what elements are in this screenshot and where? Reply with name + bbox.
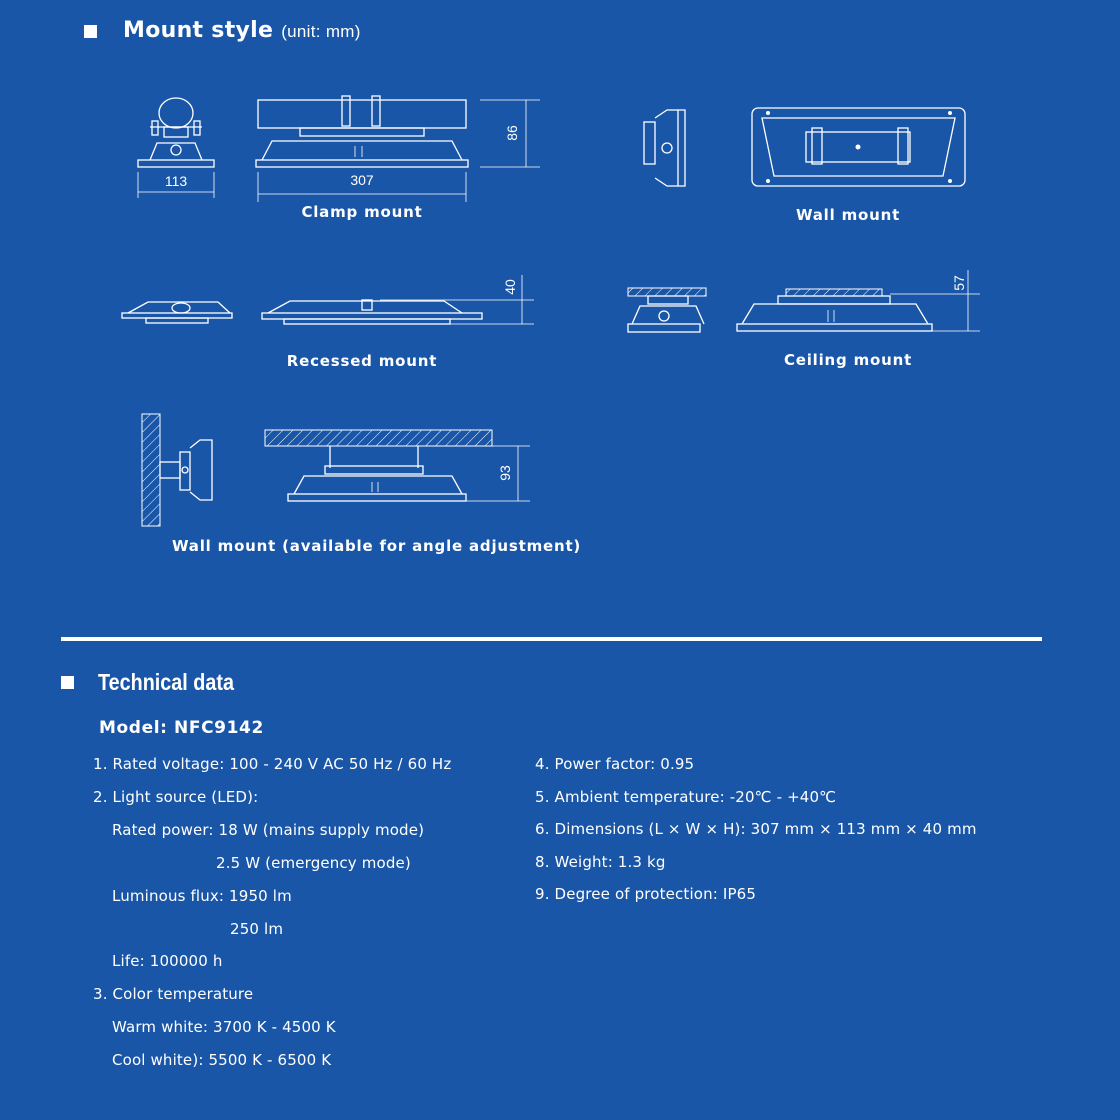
spec-cool-white: Cool white): 5500 K - 6500 K xyxy=(112,1051,332,1069)
spec-ambient-temperature: 5. Ambient temperature: -20℃ - +40℃ xyxy=(535,788,837,806)
recessed-height-dim: 40 xyxy=(502,279,518,295)
section-divider xyxy=(61,637,1042,641)
spec-degree-of-protection: 9. Degree of protection: IP65 xyxy=(535,885,757,903)
caption-clamp-mount: Clamp mount xyxy=(301,203,423,221)
spec-light-source: 2. Light source (LED): xyxy=(93,788,259,806)
ceiling-mount-side-drawing xyxy=(628,288,706,332)
clamp-width-dim: 113 xyxy=(164,173,188,189)
ceiling-mount-front-drawing xyxy=(737,270,980,331)
wall-angle-height-dim: 93 xyxy=(497,465,513,481)
spec-weight: 8. Weight: 1.3 kg xyxy=(535,853,666,871)
spec-warm-white: Warm white: 3700 K - 4500 K xyxy=(112,1018,336,1036)
spec-rated-voltage: 1. Rated voltage: 100 - 240 V AC 50 Hz / 60 Hz xyxy=(93,755,452,773)
mount-title-text: Mount style xyxy=(123,18,274,43)
spec-rated-power: Rated power: 18 W (mains supply mode) xyxy=(112,821,425,839)
mount-unit-note: (unit: mm) xyxy=(281,22,361,41)
spec-color-temperature: 3. Color temperature xyxy=(93,985,254,1003)
spec-power-factor: 4. Power factor: 0.95 xyxy=(535,755,695,773)
clamp-mount-front-drawing xyxy=(256,96,540,202)
recessed-mount-drawing xyxy=(122,275,534,324)
model-number: Model: NFC9142 xyxy=(99,718,264,738)
tech-section-bullet xyxy=(61,676,74,689)
ceiling-height-dim: 57 xyxy=(951,275,967,291)
wall-mount-side-drawing xyxy=(644,110,685,186)
spec-luminous-flux-emergency: 250 lm xyxy=(230,920,284,938)
spec-dimensions: 6. Dimensions (L × W × H): 307 mm × 113 mm × 40 mm xyxy=(535,820,977,838)
clamp-length-dim: 307 xyxy=(350,172,374,188)
spec-life: Life: 100000 h xyxy=(112,952,223,970)
caption-wall-mount: Wall mount xyxy=(795,206,901,224)
clamp-height-dim: 86 xyxy=(504,125,520,141)
caption-ceiling-mount: Ceiling mount xyxy=(783,351,913,369)
caption-wall-mount-angle: Wall mount (available for angle adjustment) xyxy=(172,537,582,555)
caption-recessed-mount: Recessed mount xyxy=(286,352,438,370)
tech-section-title: Technical data xyxy=(98,669,234,695)
wall-mount-top-drawing xyxy=(752,108,965,186)
wall-angle-side-drawing xyxy=(142,414,212,526)
wall-angle-front-drawing xyxy=(265,430,530,501)
spec-rated-power-emergency: 2.5 W (emergency mode) xyxy=(216,854,411,872)
spec-luminous-flux: Luminous flux: 1950 lm xyxy=(112,887,292,905)
